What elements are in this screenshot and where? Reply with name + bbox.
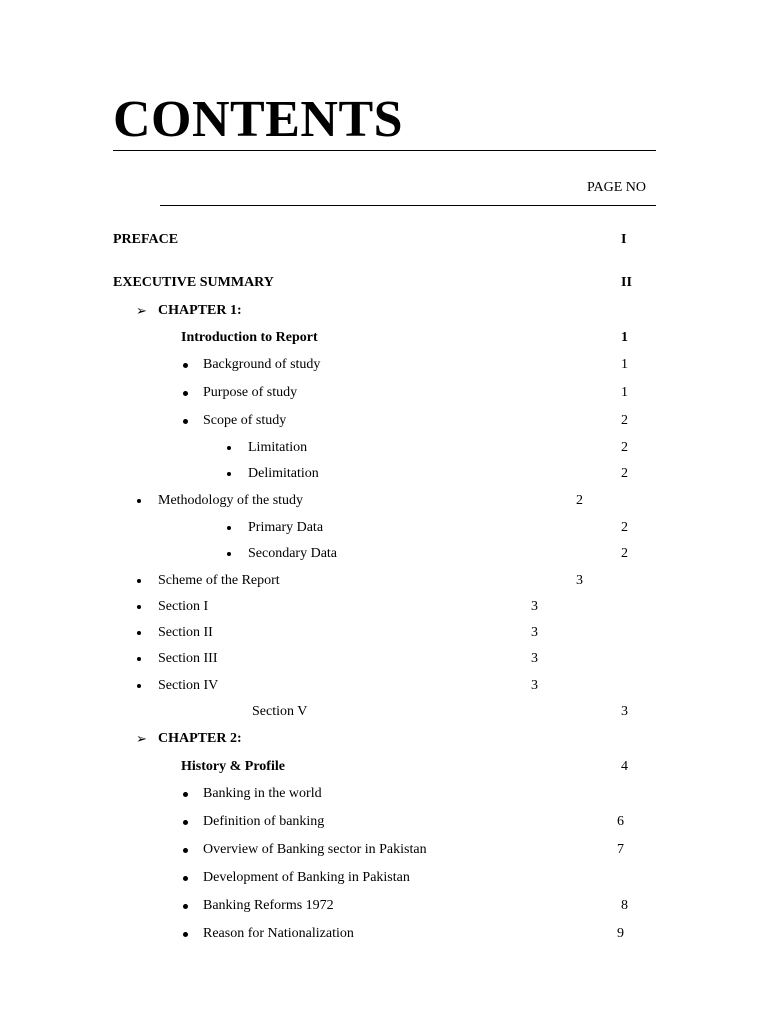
bullet-icon — [137, 579, 141, 583]
toc-entry-scope: Scope of study — [203, 413, 287, 428]
bullet-icon — [183, 419, 188, 424]
toc-page-introduction: 1 — [621, 330, 628, 345]
toc-entry-preface: PREFACE — [113, 232, 179, 247]
bullet-icon — [137, 631, 141, 635]
toc-entry-methodology: Methodology of the study — [158, 493, 304, 508]
toc-page-scheme: 3 — [576, 573, 583, 588]
toc-entry-secondary-data: Secondary Data — [248, 546, 338, 561]
toc-page-preface: I — [621, 232, 627, 247]
toc-page-definition-banking: 6 — [617, 814, 624, 829]
toc-page-section-3: 3 — [531, 651, 538, 666]
bullet-icon — [137, 657, 141, 661]
toc-page-section-4: 3 — [531, 678, 538, 693]
bullet-icon — [227, 552, 231, 556]
toc-entry-background: Background of study — [203, 357, 321, 372]
page-no-header: PAGE NO — [587, 180, 646, 195]
toc-chapter-1: CHAPTER 1: — [158, 303, 242, 318]
toc-entry-development-banking: Development of Banking in Pakistan — [203, 870, 410, 885]
toc-entry-limitation: Limitation — [248, 440, 308, 455]
toc-page-limitation: 2 — [621, 440, 628, 455]
bullet-icon — [183, 932, 188, 937]
bullet-icon — [183, 876, 188, 881]
toc-page-overview-banking: 7 — [617, 842, 624, 857]
toc-page-section-5: 3 — [621, 704, 628, 719]
toc-entry-banking-reforms: Banking Reforms 1972 — [203, 898, 334, 913]
toc-page-banking-reforms: 8 — [621, 898, 628, 913]
toc-page-background: 1 — [621, 357, 628, 372]
toc-entry-scheme: Scheme of the Report — [158, 573, 280, 588]
toc-entry-reason-nationalization: Reason for Nationalization — [203, 926, 354, 941]
toc-entry-section-2: Section II — [158, 625, 213, 640]
toc-entry-definition-banking: Definition of banking — [203, 814, 325, 829]
toc-entry-delimitation: Delimitation — [248, 466, 319, 481]
toc-entry-primary-data: Primary Data — [248, 520, 324, 535]
bullet-icon — [227, 446, 231, 450]
toc-page-delimitation: 2 — [621, 466, 628, 481]
bullet-icon — [183, 848, 188, 853]
toc-page-section-2: 3 — [531, 625, 538, 640]
bullet-icon — [137, 605, 141, 609]
toc-entry-banking-world: Banking in the world — [203, 786, 322, 801]
toc-chapter-2: CHAPTER 2: — [158, 731, 242, 746]
toc-page-reason-nationalization: 9 — [617, 926, 624, 941]
toc-entry-section-4: Section IV — [158, 678, 219, 693]
toc-page-primary-data: 2 — [621, 520, 628, 535]
contents-heading: CONTENTS — [113, 91, 404, 148]
toc-page-history-profile: 4 — [621, 759, 628, 774]
arrow-bullet-icon: ➢ — [136, 303, 147, 318]
toc-page-section-1: 3 — [531, 599, 538, 614]
toc-entry-introduction: Introduction to Report — [181, 330, 318, 345]
bullet-icon — [137, 684, 141, 688]
toc-page-executive-summary: II — [621, 275, 632, 290]
toc-page-secondary-data: 2 — [621, 546, 628, 561]
arrow-bullet-icon: ➢ — [136, 731, 147, 746]
page-no-rule — [160, 205, 656, 206]
toc-entry-section-3: Section III — [158, 651, 218, 666]
bullet-icon — [183, 363, 188, 368]
toc-page-methodology: 2 — [576, 493, 583, 508]
bullet-icon — [183, 904, 188, 909]
toc-entry-section-5: Section V — [252, 704, 308, 719]
bullet-icon — [137, 499, 141, 503]
toc-entry-section-1: Section I — [158, 599, 209, 614]
heading-rule — [113, 150, 656, 151]
bullet-icon — [183, 820, 188, 825]
toc-entry-purpose: Purpose of study — [203, 385, 298, 400]
toc-page-purpose: 1 — [621, 385, 628, 400]
bullet-icon — [183, 792, 188, 797]
toc-entry-executive-summary: EXECUTIVE SUMMARY — [113, 275, 274, 290]
toc-page-scope: 2 — [621, 413, 628, 428]
bullet-icon — [183, 391, 188, 396]
bullet-icon — [227, 526, 231, 530]
bullet-icon — [227, 472, 231, 476]
toc-entry-history-profile: History & Profile — [181, 759, 285, 774]
toc-entry-overview-banking: Overview of Banking sector in Pakistan — [203, 842, 427, 857]
